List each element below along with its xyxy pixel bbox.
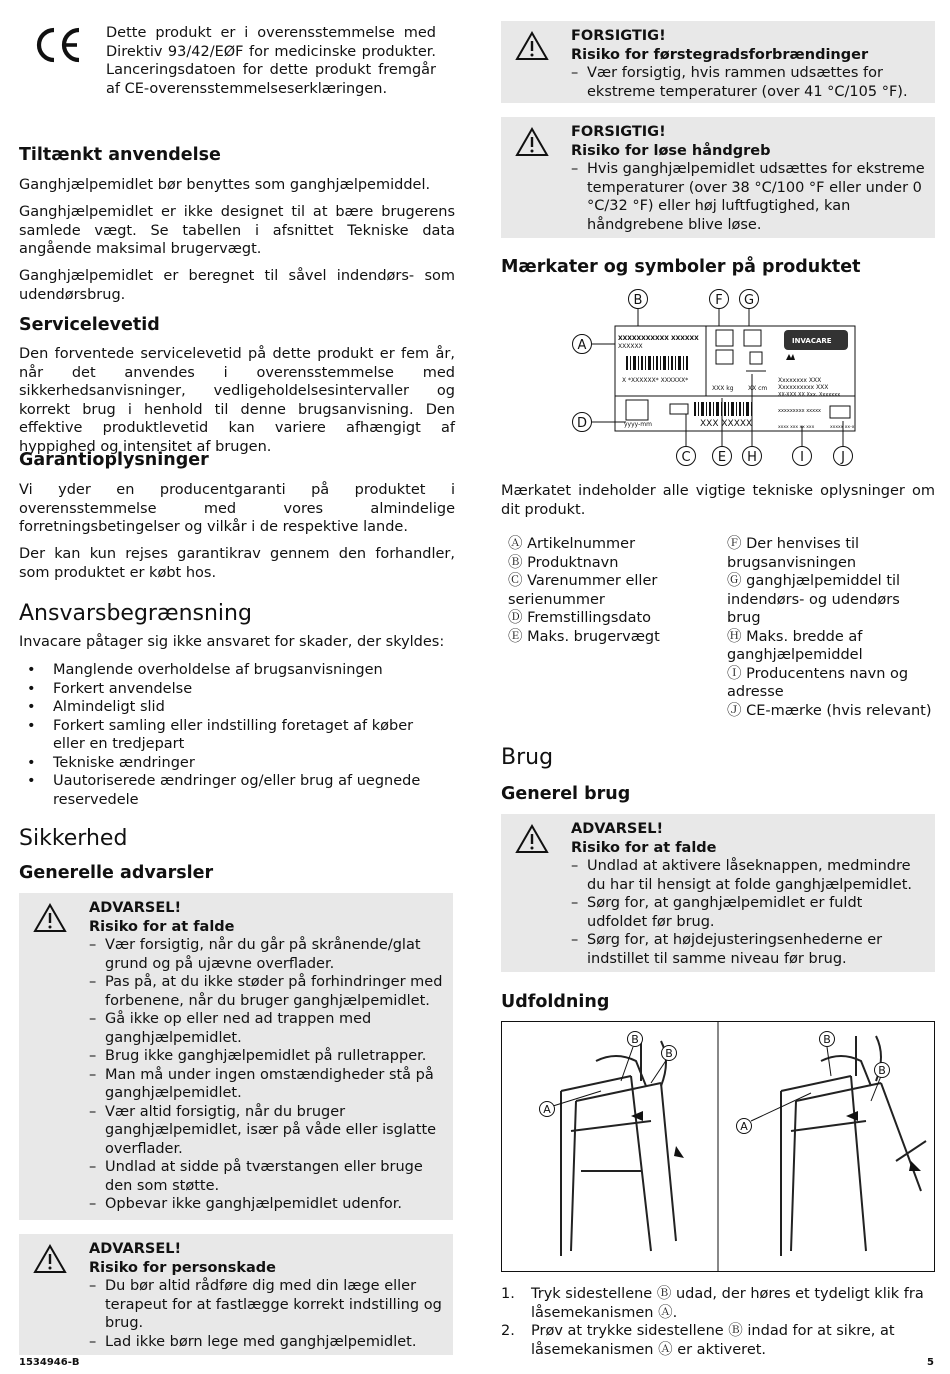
liability-intro: Invacare påtager sig ikke ansvaret for skader, der skyldes: <box>19 634 445 650</box>
unfolding-illustration <box>501 1021 935 1272</box>
warning-title: ADVARSEL! <box>89 900 182 916</box>
warning-item: – Man må under ingen omstændigheder stå på ganghjælpemidlet. <box>89 1066 445 1103</box>
caution-title: FORSIGTIG! <box>571 124 666 140</box>
callout-e: E <box>717 450 727 465</box>
warning-subtitle: Risiko for at falde <box>571 839 717 856</box>
label-barcode1-text: X *XXXXXX* XXXXXX* <box>622 377 689 384</box>
warranty-p2: Der kan kun rejses garantikrav gennem den forhandler, som produktet er købt hos. <box>19 546 455 581</box>
legend-item: Ⓐ Artikelnummer <box>508 536 636 552</box>
legend-item: Ⓕ Der henvises til brugsanvisningen <box>727 536 860 571</box>
caution-subtitle: Risiko for førstegradsforbrændinger <box>571 46 869 63</box>
caution-item: – Vær forsigtig, hvis rammen udsættes for ekstreme temperaturer (over 41 °C/105 °F). <box>571 64 927 101</box>
step-text: Tryk sidestellene Ⓑ udad, der høres et tydeligt klik fra låsemekanismen Ⓐ. <box>531 1286 924 1321</box>
heading-unfolding: Udfoldning <box>501 992 610 1012</box>
warning-item: – Undlad at sidde på tværstangen eller bruge den som støtte. <box>89 1158 445 1195</box>
warning-subtitle: Risiko for at falde <box>89 918 235 935</box>
warning-box-falling <box>19 893 453 1220</box>
callout-i: I <box>800 450 804 465</box>
step-number: 2. <box>501 1323 515 1339</box>
warning-item: – Sørg for, at højdejusteringsenhederne er indstillet til samme niveau før brug. <box>571 931 927 968</box>
fig-callout-b: B <box>631 1033 639 1046</box>
warning-box-injury <box>19 1234 453 1355</box>
warning-item: – Undlad at aktivere låseknappen, medmindre du har til hensigt at folde ganghjælpemidlet. <box>571 857 927 894</box>
fig-callout-b: B <box>823 1033 831 1046</box>
heading-service-life: Servicelevetid <box>19 315 160 335</box>
warning-item: – Pas på, at du ikke støder på forhindringer med forbenene, når du bruger ganghjælpemidlet. <box>89 973 445 1010</box>
legend-item: Ⓑ Produktnavn <box>508 554 619 571</box>
step-number: 1. <box>501 1286 515 1302</box>
warning-triangle-icon <box>515 127 549 157</box>
label-addr2: Xxxxxxxxxx XXX <box>778 384 829 391</box>
warning-triangle-icon <box>33 1244 67 1274</box>
labels-description: Mærkatet indeholder alle vigtige tekniske oplysninger om dit produkt. <box>501 483 935 518</box>
page-number: 5 <box>927 1357 934 1368</box>
intended-use-p1: Ganghjælpemidlet bør benyttes som ganghjælpemiddel. <box>19 177 431 193</box>
label-addr4: xxxxxxxxx xxxxx <box>778 408 822 414</box>
label-addr1: Xxxxxxxx XXX <box>778 377 822 384</box>
legend-item: Ⓖ ganghjælpemiddel til indendørs- og udendørs brug <box>727 573 901 626</box>
legend-item: Ⓔ Maks. brugervægt <box>508 628 660 645</box>
unfolding-steps <box>501 1285 935 1359</box>
heading-intended-use: Tiltænkt anvendelse <box>19 145 221 165</box>
fig-callout-a: A <box>543 1103 551 1116</box>
callout-b: B <box>633 293 643 308</box>
warning-title: ADVARSEL! <box>571 821 664 837</box>
list-item: • Tekniske ændringer <box>19 754 449 773</box>
label-weight: XXX kg <box>712 385 734 392</box>
label-line2: XXXXXX <box>618 343 643 350</box>
doc-number: 1534946-B <box>19 1357 80 1368</box>
legend-item: Ⓙ CE-mærke (hvis relevant) <box>727 702 932 719</box>
legend-item: Ⓘ Producentens navn og adresse <box>727 665 909 700</box>
label-width: XX cm <box>748 385 768 392</box>
heading-general-warnings: Generelle advarsler <box>19 863 214 883</box>
warning-triangle-icon <box>515 824 549 854</box>
label-addr3: XX-XXX XX Xxx, Xxxxxxx <box>778 392 841 398</box>
label-brand: INVACARE <box>792 337 832 345</box>
warranty-p1: Vi yder en producentgaranti på produktet i overensstemmelse med vores almindelige forretningsbetingelser og vilkår i de respektive lande. <box>19 482 455 535</box>
caution-box-burns <box>501 21 935 103</box>
heading-general-use: Generel brug <box>501 784 631 804</box>
list-item <box>501 1285 935 1322</box>
legend-left <box>508 535 708 646</box>
label-line1: XXXXXXXXXXX XXXXXX <box>618 335 699 342</box>
warning-triangle-icon <box>33 903 67 933</box>
callout-d: D <box>576 416 588 431</box>
heading-safety: Sikkerhed <box>19 826 128 851</box>
service-life-p1: Den forventede servicelevetid på dette produkt er fem år, når det anvendes i overensstemmelse med sikkerhedsanvisninger, vedligeholdelsesintervaller og korrekt brug i henhold til denne brugsanvisning. Den effektive produktlevetid kan variere afhængigt af hyppighed og intensitet af brugen. <box>19 346 455 455</box>
intended-use-p3: Ganghjælpemidlet er beregnet til såvel indendørs- som udendørsbrug. <box>19 268 455 303</box>
legend-item: Ⓗ Maks. bredde af ganghjælpemiddel <box>727 628 863 663</box>
legend-right <box>727 535 932 720</box>
warning-item: – Gå ikke op eller ned ad trappen med ganghjælpemidlet. <box>89 1010 445 1047</box>
product-label-diagram <box>566 286 866 472</box>
callout-a: A <box>577 338 587 353</box>
intended-use-p2: Ganghjælpemidlet er ikke designet til at bære brugerens samlede vægt. Se tabellen i afsnittet Tekniske data angående maksimal brugervægt. <box>19 204 455 257</box>
callout-h: H <box>747 450 757 465</box>
heading-liability: Ansvarsbegrænsning <box>19 601 252 626</box>
label-barcode2-text: XXX XXXXX <box>700 419 753 429</box>
label-small2: xxxxx xx-x <box>830 425 855 430</box>
list-item <box>501 1322 935 1359</box>
heading-warranty: Garantioplysninger <box>19 450 209 470</box>
caution-title: FORSIGTIG! <box>571 28 666 44</box>
list-item: • Uautoriserede ændringer og/eller brug af uegnede reservedele <box>19 772 449 809</box>
warning-item: – Vær forsigtig, når du går på skrånende/glat grund og på ujævne overflader. <box>89 936 445 973</box>
legend-item: Ⓒ Varenummer eller serienummer <box>508 573 658 608</box>
list-item: • Manglende overholdelse af brugsanvisningen <box>19 661 449 680</box>
caution-box-handgrips <box>501 117 935 238</box>
warning-title: ADVARSEL! <box>89 1241 182 1257</box>
ce-logo <box>32 26 84 64</box>
ce-notice-text: Dette produkt er i overensstemmelse med Direktiv 93/42/EØF for medicinske produkter. Lanceringsdatoen for dette produkt fremgår af CE-overensstemmelseserklæringen. <box>106 25 436 97</box>
heading-labels: Mærkater og symboler på produktet <box>501 257 861 277</box>
list-item: • Forkert samling eller indstilling foretaget af køber eller en tredjepart <box>19 717 449 754</box>
callout-c: C <box>681 450 691 465</box>
fig-callout-b: B <box>665 1047 673 1060</box>
warning-triangle-icon <box>515 31 549 61</box>
fig-callout-b: B <box>878 1064 886 1077</box>
callout-g: G <box>743 293 755 308</box>
list-item: • Forkert anvendelse <box>19 680 449 699</box>
warning-item: – Sørg for, at ganghjælpemidlet er fuldt udfoldet før brug. <box>571 894 927 931</box>
heading-use: Brug <box>501 745 554 770</box>
warning-item: – Vær altid forsigtig, når du bruger ganghjælpemidlet, især på våde eller isglatte overflader. <box>89 1103 445 1159</box>
legend-item: Ⓓ Fremstillingsdato <box>508 610 652 626</box>
step-text: Prøv at trykke sidestellene Ⓑ indad for at sikre, at låsemekanismen Ⓐ er aktiveret. <box>531 1323 895 1358</box>
warning-item: – Brug ikke ganghjælpemidlet på rulletrapper. <box>89 1047 445 1066</box>
callout-f: F <box>715 293 723 308</box>
callout-j: J <box>841 450 845 465</box>
warning-item: – Lad ikke børn lege med ganghjælpemidlet. <box>89 1333 445 1352</box>
fig-callout-a: A <box>740 1120 748 1133</box>
warning-box-use <box>501 814 935 972</box>
warning-item: – Du bør altid rådføre dig med din læge eller terapeut for at fastlægge korrekt indstilling og brug. <box>89 1277 445 1333</box>
liability-list <box>19 661 449 809</box>
warning-item: – Opbevar ikke ganghjælpemidlet udenfor. <box>89 1195 445 1214</box>
caution-item: – Hvis ganghjælpemidlet udsættes for ekstreme temperaturer (over 38 °C/100 °F eller under 0 °C/32 °F) eller høj luftfugtighed, kan håndgrebene blive løse. <box>571 160 927 234</box>
label-date: yyyy-mm <box>624 421 652 428</box>
warning-subtitle: Risiko for personskade <box>89 1259 277 1276</box>
list-item: • Almindeligt slid <box>19 698 449 717</box>
caution-subtitle: Risiko for løse håndgreb <box>571 142 771 159</box>
label-small1: xxxx xxx xx xxx <box>778 425 815 430</box>
